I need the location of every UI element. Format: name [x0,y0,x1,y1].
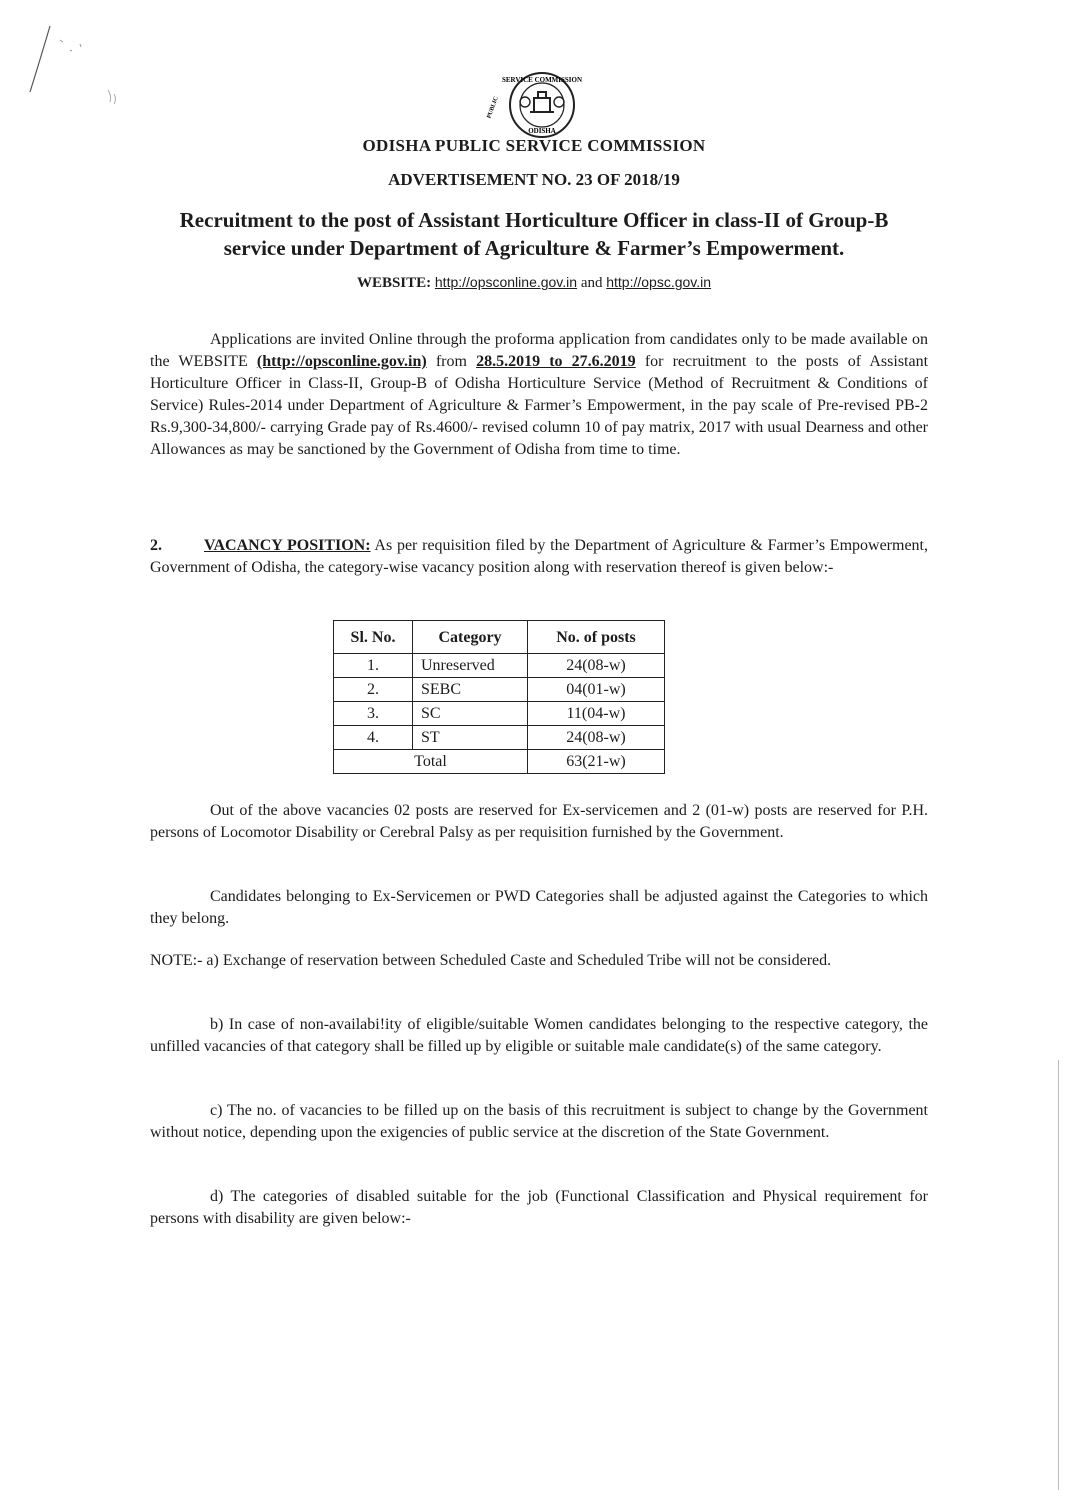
note-b: b) In case of non-availabi!ity of eligible/suitable Women candidates belonging to the respective category, the unfilled vacancies of that category shall be filled up by eligible or suitable male candidate(s) of the same category. [150,1016,928,1055]
website-link-opsconline[interactable]: http://opsconline.gov.in [434,274,578,290]
vacancy-heading: VACANCY POSITION: [204,537,371,554]
website-line [0,274,1068,292]
section-number: 2. [150,537,162,554]
note-d: d) The categories of disabled suitable for the job (Functional Classification and Physical requirement for persons with disability are given below:- [150,1188,928,1227]
note-c: c) The no. of vacancies to be filled up on the basis of this recruitment is subject to change by the Government without notice, depending upon the exigencies of public service at the discretion of the State Government. [150,1102,928,1141]
header-posts: No. of posts [528,621,665,654]
table-row [334,654,665,678]
vacancy-paragraph [150,535,928,579]
exservicemen-paragraph: Out of the above vacancies 02 posts are reserved for Ex-servicemen and 2 (01-w) posts are reserved for P.H. persons of Locomotor Disability or Cerebral Palsy as per requisition furnished by the Government. [150,802,928,841]
seal-text-left: PUBLIC [486,95,500,120]
note-a: NOTE:- a) Exchange of reservation between Scheduled Caste and Scheduled Tribe will not be considered. [150,952,832,969]
adjustment-paragraph: Candidates belonging to Ex-Servicemen or PWD Categories shall be adjusted against the Categories to which they belong. [150,888,928,927]
vacancy-text: As per requisition filed by the Department of Agriculture & Farmer’s Empowerment, Government of Odisha, the category-wise vacancy position along with reservation thereof is given below:- [150,537,929,576]
intro-text-3: for recruitment to the posts of Assistant Horticulture Officer in Class-II, Group-B of Odisha Horticulture Service (Method of Recruitment & Conditions of Service) Rules-2014 under Department of Agriculture & Farmer’s Empowerment, in the pay scale of Pre-revised PB-2 Rs.9,300-34,800/- carrying Grade pay of Rs.4600/- revised column 10 of pay matrix, 2017 with usual Dearness and other Allowances as may be sanctioned by the Government of Odisha from time to time. [150,353,929,458]
advertisement-number: ADVERTISEMENT NO. 23 OF 2018/19 [388,170,680,189]
intro-text-2: from [435,353,467,370]
table-row [334,678,665,702]
cell-category: SC [413,702,528,726]
cell-sl-no: 3. [334,702,413,726]
cell-posts: 24(08-w) [528,726,665,750]
table-row [334,702,665,726]
title-line-1: Recruitment to the post of Assistant Horticulture Officer in class-II of Group-B [179,208,889,232]
cell-sl-no: 1. [334,654,413,678]
header-sl-no: Sl. No. [334,621,413,654]
intro-text-1: Applications are invited Online through the proforma application from candidates only to be made available on the WEBSITE [150,331,928,370]
total-label: Total [334,750,528,774]
intro-paragraph [150,329,928,461]
website-joiner: and [580,275,603,291]
website-link-opsc[interactable]: http://opsc.gov.in [606,274,712,290]
table-row [334,726,665,750]
cell-category: Unreserved [413,654,528,678]
scan-mark-icon [0,0,140,120]
cell-sl-no: 4. [334,726,413,750]
intro-website-link[interactable]: (http://opsconline.gov.in) [256,353,427,370]
seal-text-top: SERVICE COMMISSION [501,76,583,84]
total-value: 63(21-w) [528,750,665,774]
organization-name: ODISHA PUBLIC SERVICE COMMISSION [362,136,706,155]
table-total-row [334,750,665,774]
document-title [120,206,948,262]
cell-category: ST [413,726,528,750]
cell-posts: 11(04-w) [528,702,665,726]
table-header-row [334,621,665,654]
vacancy-table [333,620,665,774]
opsc-seal-icon [480,72,604,138]
cell-sl-no: 2. [334,678,413,702]
application-dates: 28.5.2019 to 27.6.2019 [476,353,636,370]
title-line-2: service under Department of Agriculture & Farmer’s Empowerment. [223,236,845,260]
seal-text-bottom: ODISHA [528,127,556,135]
website-label: WEBSITE: [356,275,432,291]
scan-edge-line [1058,1060,1059,1490]
cell-posts: 04(01-w) [528,678,665,702]
cell-category: SEBC [413,678,528,702]
header-category: Category [413,621,528,654]
cell-posts: 24(08-w) [528,654,665,678]
